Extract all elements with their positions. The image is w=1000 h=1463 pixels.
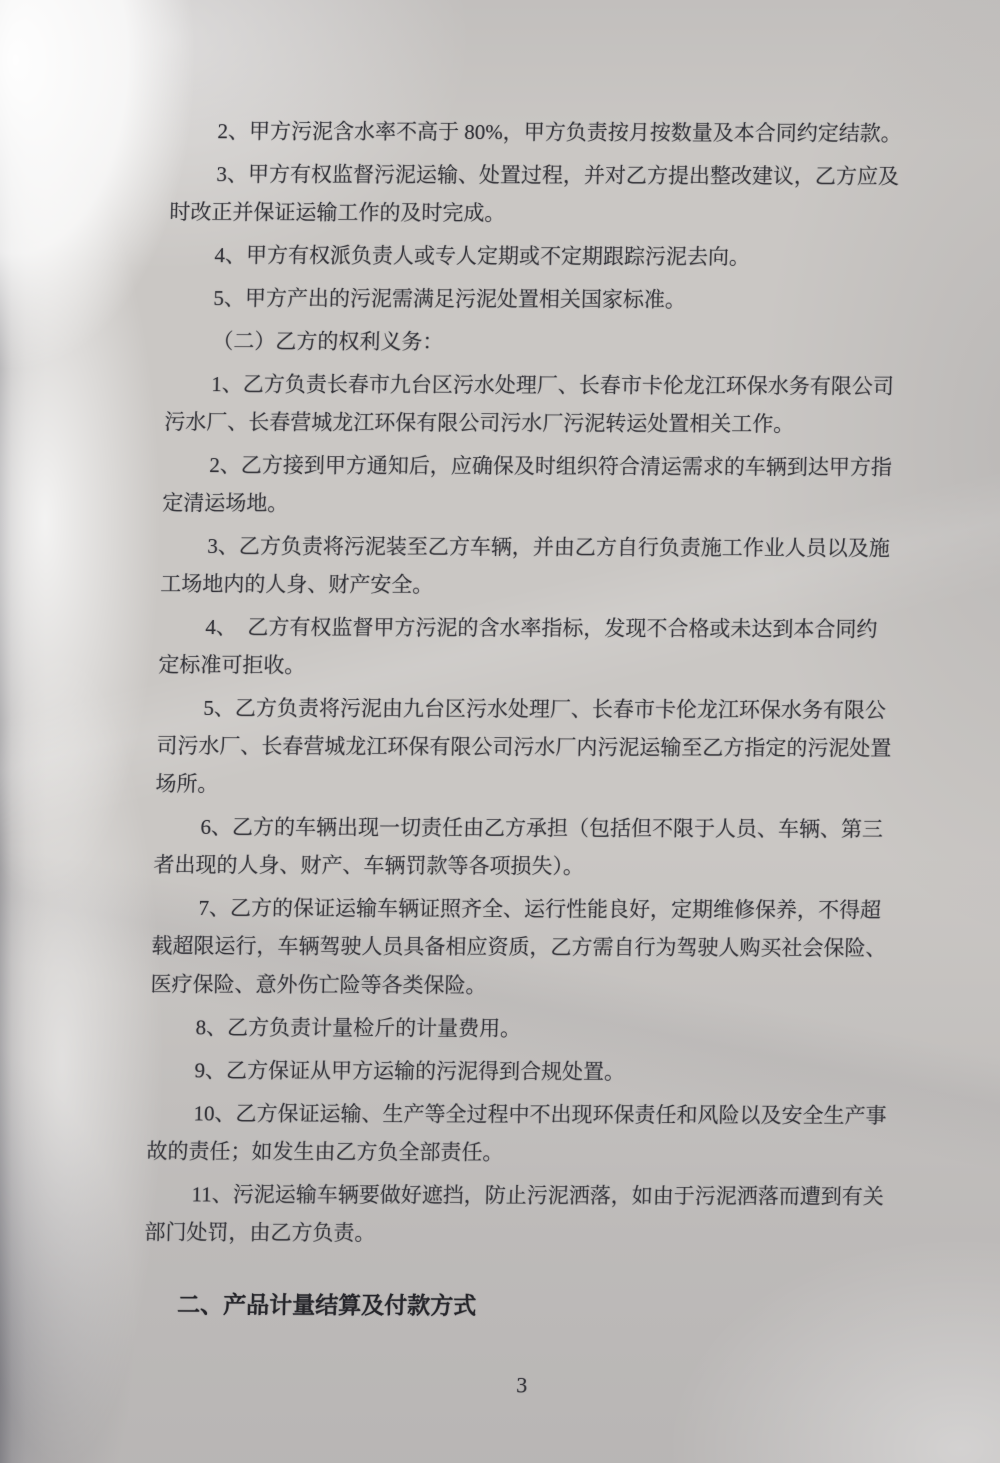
section-heading: 二、产品计量结算及付款方式 (176, 1291, 477, 1319)
contract-line: 5、甲方产出的污泥需满足污泥处置相关国家标准。 (213, 286, 687, 312)
contract-line: 时改正并保证运输工作的及时完成。 (169, 199, 506, 226)
contract-line: 10、乙方保证运输、生产等全过程中不出现环保责任和风险以及安全生产事 (193, 1101, 887, 1128)
contract-line: 11、污泥运输车辆要做好遮挡，防止污泥洒落，如由于污泥洒落而遭到有关 (191, 1182, 885, 1209)
contract-line: 2、甲方污泥含水率不高于 80%，甲方负责按月按数量及本合同约定结款。 (217, 119, 903, 146)
contract-line: 定标准可拒收。 (158, 652, 306, 678)
contract-line: 工场地内的人身、财产安全。 (160, 571, 434, 597)
contract-line: 定清运场地。 (162, 490, 289, 516)
page-number: 3 (515, 1372, 528, 1398)
contract-line: 6、乙方的车辆出现一切责任由乙方承担（包括但不限于人员、车辆、第三 (200, 815, 884, 842)
contract-lines (144, 112, 934, 1254)
contract-line: 7、乙方的保证运输车辆证照齐全、运行性能良好，定期维修保养，不得超 (198, 896, 882, 923)
contract-line: 者出现的人身、财产、车辆罚款等各项损失）。 (153, 852, 585, 879)
contract-line: 载超限运行，车辆驾驶人员具备相应资质，乙方需自行为驾驶人购买社会保险、 (151, 933, 887, 961)
contract-line: （二）乙方的权利义务： (212, 329, 444, 354)
contract-line: 场所。 (155, 771, 219, 797)
contract-line: 1、乙方负责长春市九台区污水处理厂、长春市卡伦龙江环保水务有限公司 (211, 372, 895, 399)
contract-line: 污水厂、长春营城龙江环保有限公司污水厂污泥转运处置相关工作。 (164, 409, 795, 437)
contract-line: 8、乙方负责计量检斤的计量费用。 (195, 1015, 522, 1041)
contract-line: 3、乙方负责将污泥装至乙方车辆，并由乙方自行负责施工作业人员以及施 (207, 534, 891, 561)
contract-line: 医疗保险、意外伤亡险等各类保险。 (150, 971, 487, 998)
contract-line: 故的责任；如发生由乙方负全部责任。 (146, 1138, 504, 1165)
contract-line: 3、甲方有权监督污泥运输、处置过程，并对乙方提出整改建议，乙方应及 (216, 162, 900, 189)
contract-line: 部门处罚，由乙方负责。 (144, 1219, 376, 1245)
contract-line: 5、乙方负责将污泥由九台区污水处理厂、长春市卡伦龙江环保水务有限公 (203, 696, 887, 723)
contract-line: 4、甲方有权派负责人或专人定期或不定期跟踪污泥去向。 (214, 243, 751, 270)
contract-line: 9、乙方保证从甲方运输的污泥得到合规处置。 (194, 1058, 626, 1084)
contract-line: 2、乙方接到甲方通知后，应确保及时组织符合清运需求的车辆到达甲方指 (209, 453, 893, 480)
contract-line: 4、 乙方有权监督甲方污泥的含水率指标，发现不合格或未达到本合同约 (205, 615, 878, 642)
contract-line: 司污水厂、长春营城龙江环保有限公司污水厂内污泥运输至乙方指定的污泥处置 (156, 733, 892, 761)
contract-body (140, 107, 934, 1402)
